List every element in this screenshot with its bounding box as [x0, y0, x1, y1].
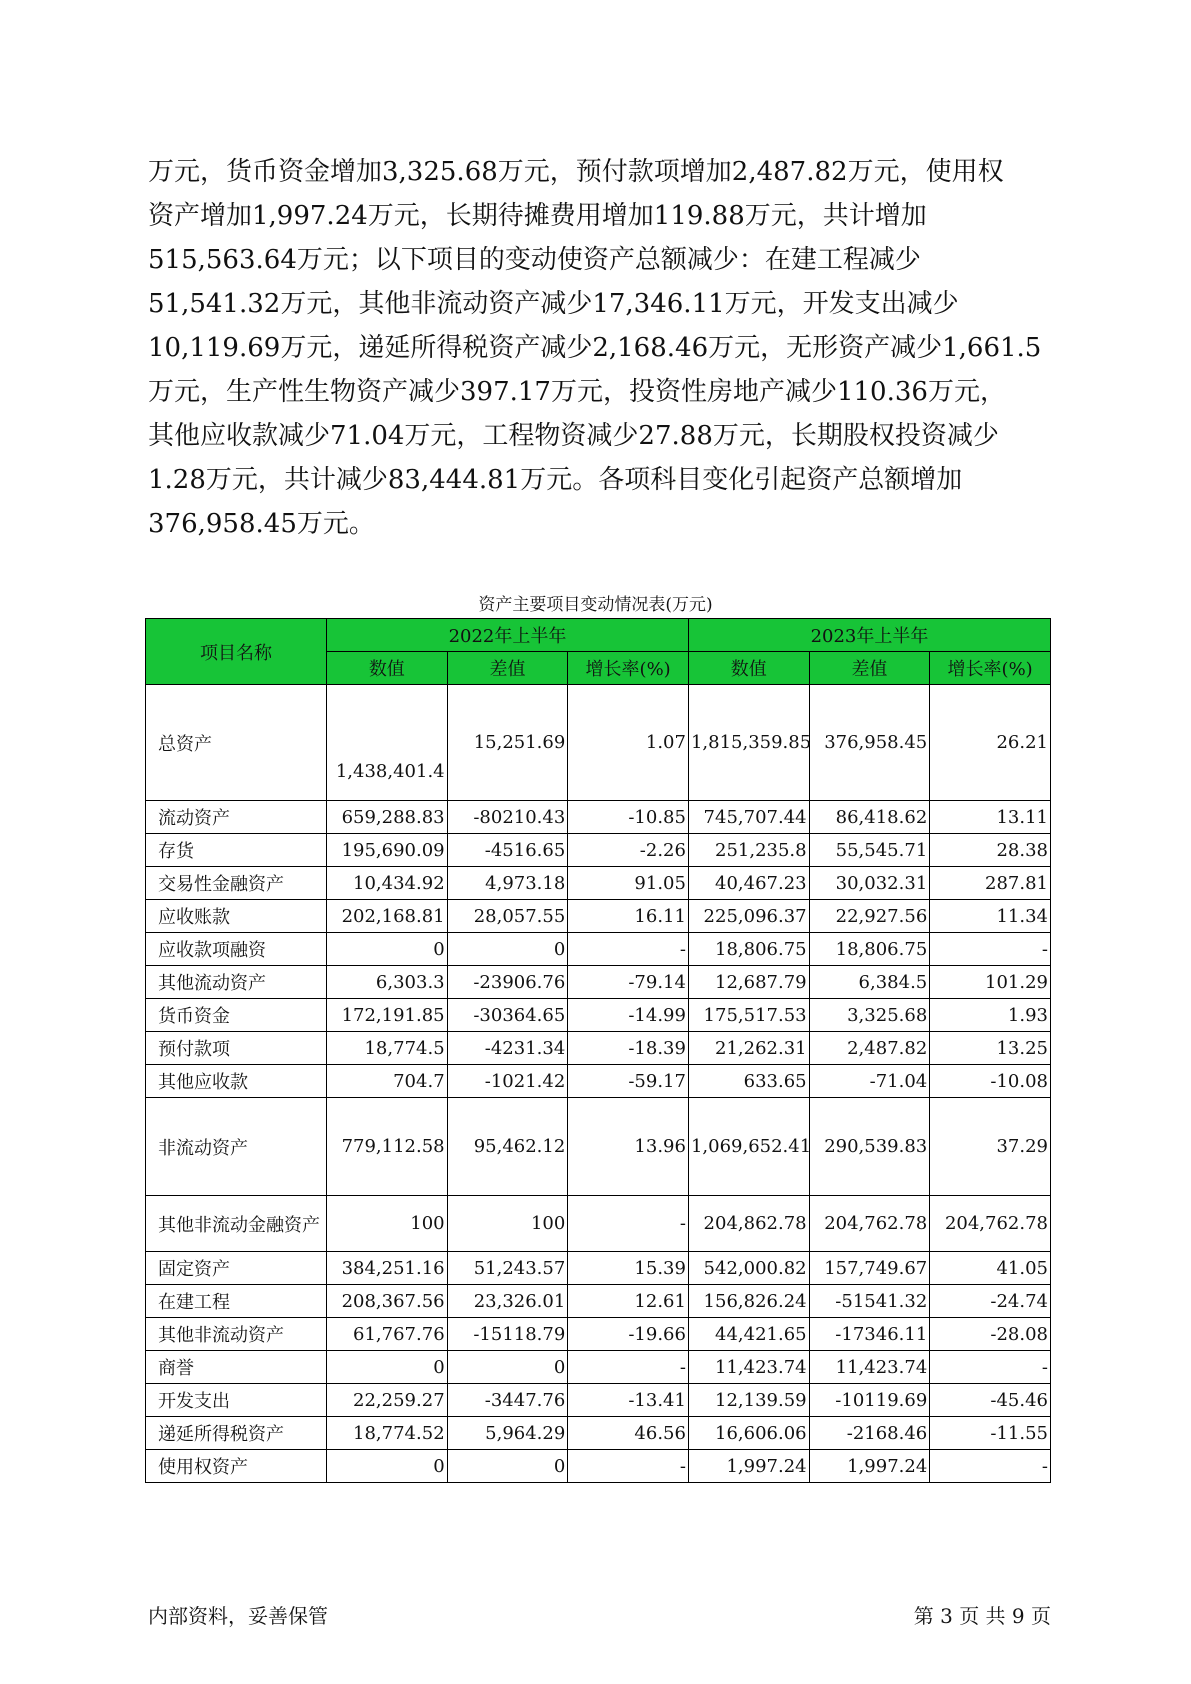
- row-diff-2023: 86,418.62: [809, 801, 930, 834]
- row-diff-2023: 290,539.83: [809, 1098, 930, 1196]
- row-rate-2023: 11.34: [930, 900, 1051, 933]
- row-value-2023: 1,815,359.85: [688, 685, 809, 801]
- row-diff-2022: -80210.43: [447, 801, 568, 834]
- row-diff-2022: -3447.76: [447, 1384, 568, 1417]
- row-item-name: 流动资产: [146, 801, 327, 834]
- row-rate-2022: 16.11: [568, 900, 689, 933]
- row-diff-2022: -4231.34: [447, 1032, 568, 1065]
- row-rate-2023: -: [930, 933, 1051, 966]
- row-rate-2023: 13.25: [930, 1032, 1051, 1065]
- row-rate-2022: 15.39: [568, 1252, 689, 1285]
- paragraph-line: 资产增加1,997.24万元，长期待摊费用增加119.88万元，共计增加: [148, 201, 927, 231]
- row-diff-2023: 3,325.68: [809, 999, 930, 1032]
- table-row: [146, 1351, 1051, 1384]
- row-rate-2022: -: [568, 933, 689, 966]
- row-value-2022: 22,259.27: [326, 1384, 447, 1417]
- row-value-2023: 16,606.06: [688, 1417, 809, 1450]
- row-rate-2022: -59.17: [568, 1065, 689, 1098]
- row-value-2023: 21,262.31: [688, 1032, 809, 1065]
- row-value-2022: 18,774.5: [326, 1032, 447, 1065]
- row-value-2022: 100: [326, 1196, 447, 1252]
- row-diff-2023: 157,749.67: [809, 1252, 930, 1285]
- row-rate-2023: -11.55: [930, 1417, 1051, 1450]
- row-value-2022: 704.7: [326, 1065, 447, 1098]
- row-diff-2023: 376,958.45: [809, 685, 930, 801]
- row-rate-2023: 101.29: [930, 966, 1051, 999]
- paragraph-line: 万元，货币资金增加3,325.68万元，预付款项增加2,487.82万元，使用权: [148, 157, 1004, 187]
- row-diff-2022: 0: [447, 933, 568, 966]
- footer-page-number: 第 3 页 共 9 页: [913, 1604, 1051, 1628]
- row-value-2022: 0: [326, 933, 447, 966]
- row-value-2023: 225,096.37: [688, 900, 809, 933]
- row-rate-2022: -: [568, 1351, 689, 1384]
- row-value-2023: 633.65: [688, 1065, 809, 1098]
- table-body: [146, 685, 1051, 1483]
- row-item-name: 应收款项融资: [146, 933, 327, 966]
- row-rate-2022: 91.05: [568, 867, 689, 900]
- paragraph-line: 1.28万元，共计减少83,444.81万元。各项科目变化引起资产总额增加: [148, 465, 963, 495]
- table-row: [146, 933, 1051, 966]
- table-row: [146, 1065, 1051, 1098]
- row-diff-2023: 22,927.56: [809, 900, 930, 933]
- row-diff-2022: -15118.79: [447, 1318, 568, 1351]
- row-value-2022: 10,434.92: [326, 867, 447, 900]
- row-value-2022: 202,168.81: [326, 900, 447, 933]
- header-value-2023: 数值: [688, 652, 809, 685]
- row-item-name: 其他流动资产: [146, 966, 327, 999]
- row-value-2023: 1,069,652.41: [688, 1098, 809, 1196]
- row-value-2022: 61,767.76: [326, 1318, 447, 1351]
- row-rate-2023: 41.05: [930, 1252, 1051, 1285]
- row-diff-2022: -23906.76: [447, 966, 568, 999]
- row-item-name: 应收账款: [146, 900, 327, 933]
- row-rate-2022: -79.14: [568, 966, 689, 999]
- paragraph-line: 515,563.64万元；以下项目的变动使资产总额减少：在建工程减少: [148, 245, 921, 275]
- row-diff-2022: -4516.65: [447, 834, 568, 867]
- row-rate-2023: 1.93: [930, 999, 1051, 1032]
- row-value-2023: 40,467.23: [688, 867, 809, 900]
- row-item-name: 其他非流动资产: [146, 1318, 327, 1351]
- paragraph-line: 376,958.45万元。: [148, 509, 375, 539]
- table-row: [146, 801, 1051, 834]
- table-row: [146, 1384, 1051, 1417]
- row-rate-2023: 13.11: [930, 801, 1051, 834]
- row-value-2023: 175,517.53: [688, 999, 809, 1032]
- row-value-2023: 251,235.8: [688, 834, 809, 867]
- row-item-name: 使用权资产: [146, 1450, 327, 1483]
- header-diff-2023: 差值: [809, 652, 930, 685]
- row-rate-2023: 28.38: [930, 834, 1051, 867]
- row-rate-2023: -24.74: [930, 1285, 1051, 1318]
- table-row: [146, 966, 1051, 999]
- row-rate-2022: -14.99: [568, 999, 689, 1032]
- table-row: [146, 1417, 1051, 1450]
- table-row: [146, 1032, 1051, 1065]
- row-value-2022: 195,690.09: [326, 834, 447, 867]
- row-rate-2022: -13.41: [568, 1384, 689, 1417]
- header-diff-2022: 差值: [447, 652, 568, 685]
- row-diff-2023: -71.04: [809, 1065, 930, 1098]
- row-rate-2022: 46.56: [568, 1417, 689, 1450]
- row-value-2022: 659,288.83: [326, 801, 447, 834]
- table-row: [146, 1098, 1051, 1196]
- row-rate-2022: -: [568, 1196, 689, 1252]
- row-item-name: 其他非流动金融资产: [146, 1196, 327, 1252]
- table-row: [146, 1285, 1051, 1318]
- row-diff-2022: 4,973.18: [447, 867, 568, 900]
- row-diff-2023: 2,487.82: [809, 1032, 930, 1065]
- row-diff-2022: 0: [447, 1351, 568, 1384]
- row-value-2023: 745,707.44: [688, 801, 809, 834]
- row-diff-2023: -10119.69: [809, 1384, 930, 1417]
- header-rate-2022: 增长率(%): [568, 652, 689, 685]
- row-diff-2022: 0: [447, 1450, 568, 1483]
- row-rate-2022: 13.96: [568, 1098, 689, 1196]
- row-value-2023: 542,000.82: [688, 1252, 809, 1285]
- row-rate-2023: -28.08: [930, 1318, 1051, 1351]
- row-diff-2023: 55,545.71: [809, 834, 930, 867]
- row-rate-2023: -10.08: [930, 1065, 1051, 1098]
- row-value-2022: 172,191.85: [326, 999, 447, 1032]
- row-value-2023: 204,862.78: [688, 1196, 809, 1252]
- row-value-2022: 18,774.52: [326, 1417, 447, 1450]
- row-item-name: 开发支出: [146, 1384, 327, 1417]
- row-value-2022: 6,303.3: [326, 966, 447, 999]
- row-rate-2022: -19.66: [568, 1318, 689, 1351]
- asset-change-table: [145, 618, 1051, 1483]
- table-row: [146, 867, 1051, 900]
- header-period-2022: 2022年上半年: [326, 619, 688, 652]
- row-diff-2023: 11,423.74: [809, 1351, 930, 1384]
- row-value-2022: 384,251.16: [326, 1252, 447, 1285]
- paragraph-line: 10,119.69万元，递延所得税资产减少2,168.46万元，无形资产减少1,661.5: [148, 333, 1042, 363]
- row-rate-2023: 37.29: [930, 1098, 1051, 1196]
- row-diff-2023: 18,806.75: [809, 933, 930, 966]
- row-diff-2022: 100: [447, 1196, 568, 1252]
- header-rate-2023: 增长率(%): [930, 652, 1051, 685]
- row-value-2023: 11,423.74: [688, 1351, 809, 1384]
- table-caption: 资产主要项目变动情况表(万元): [478, 595, 713, 615]
- row-item-name: 总资产: [146, 685, 327, 801]
- row-rate-2023: 287.81: [930, 867, 1051, 900]
- row-rate-2022: -10.85: [568, 801, 689, 834]
- row-item-name: 其他应收款: [146, 1065, 327, 1098]
- row-diff-2023: -2168.46: [809, 1417, 930, 1450]
- body-paragraph: [148, 150, 1048, 546]
- row-item-name: 在建工程: [146, 1285, 327, 1318]
- row-diff-2023: 30,032.31: [809, 867, 930, 900]
- row-value-2023: 1,997.24: [688, 1450, 809, 1483]
- row-diff-2023: -17346.11: [809, 1318, 930, 1351]
- row-item-name: 非流动资产: [146, 1098, 327, 1196]
- table-row: [146, 1318, 1051, 1351]
- row-rate-2022: 1.07: [568, 685, 689, 801]
- row-diff-2022: 51,243.57: [447, 1252, 568, 1285]
- row-item-name: 货币资金: [146, 999, 327, 1032]
- table-row: [146, 1196, 1051, 1252]
- row-item-name: 存货: [146, 834, 327, 867]
- row-rate-2023: -45.46: [930, 1384, 1051, 1417]
- paragraph-line: 万元，生产性生物资产减少397.17万元，投资性房地产减少110.36万元，: [148, 377, 1006, 407]
- row-value-2023: 44,421.65: [688, 1318, 809, 1351]
- header-period-2023: 2023年上半年: [688, 619, 1050, 652]
- row-rate-2023: -: [930, 1351, 1051, 1384]
- row-value-2023: 12,139.59: [688, 1384, 809, 1417]
- row-item-name: 商誉: [146, 1351, 327, 1384]
- row-item-name: 固定资产: [146, 1252, 327, 1285]
- table-row: [146, 900, 1051, 933]
- row-diff-2022: 5,964.29: [447, 1417, 568, 1450]
- row-value-2022: 0: [326, 1450, 447, 1483]
- table-row: [146, 834, 1051, 867]
- row-rate-2022: -: [568, 1450, 689, 1483]
- row-rate-2022: -2.26: [568, 834, 689, 867]
- row-value-2023: 18,806.75: [688, 933, 809, 966]
- row-diff-2023: 6,384.5: [809, 966, 930, 999]
- row-value-2022: 0: [326, 1351, 447, 1384]
- row-rate-2023: 26.21: [930, 685, 1051, 801]
- row-diff-2022: -30364.65: [447, 999, 568, 1032]
- row-diff-2022: 23,326.01: [447, 1285, 568, 1318]
- paragraph-line: 51,541.32万元，其他非流动资产减少17,346.11万元，开发支出减少: [148, 289, 959, 319]
- table-row: [146, 685, 1051, 801]
- row-rate-2023: -: [930, 1450, 1051, 1483]
- paragraph-line: 其他应收款减少71.04万元，工程物资减少27.88万元，长期股权投资减少: [148, 421, 999, 451]
- row-value-2022: 779,112.58: [326, 1098, 447, 1196]
- row-diff-2023: 1,997.24: [809, 1450, 930, 1483]
- row-value-2023: 12,687.79: [688, 966, 809, 999]
- row-value-2022: 208,367.56: [326, 1285, 447, 1318]
- table-row: [146, 999, 1051, 1032]
- row-diff-2022: 15,251.69: [447, 685, 568, 801]
- row-value-2022: 1,438,401.4: [326, 685, 447, 801]
- row-item-name: 交易性金融资产: [146, 867, 327, 900]
- footer-confidential-note: 内部资料，妥善保管: [148, 1604, 328, 1628]
- table-row: [146, 1450, 1051, 1483]
- row-diff-2023: -51541.32: [809, 1285, 930, 1318]
- row-diff-2022: 28,057.55: [447, 900, 568, 933]
- row-diff-2022: 95,462.12: [447, 1098, 568, 1196]
- header-value-2022: 数值: [326, 652, 447, 685]
- table-row: [146, 1252, 1051, 1285]
- row-diff-2022: -1021.42: [447, 1065, 568, 1098]
- row-value-2023: 156,826.24: [688, 1285, 809, 1318]
- row-item-name: 预付款项: [146, 1032, 327, 1065]
- row-rate-2022: -18.39: [568, 1032, 689, 1065]
- row-rate-2023: 204,762.78: [930, 1196, 1051, 1252]
- row-diff-2023: 204,762.78: [809, 1196, 930, 1252]
- row-rate-2022: 12.61: [568, 1285, 689, 1318]
- header-item-name: 项目名称: [146, 619, 327, 685]
- row-item-name: 递延所得税资产: [146, 1417, 327, 1450]
